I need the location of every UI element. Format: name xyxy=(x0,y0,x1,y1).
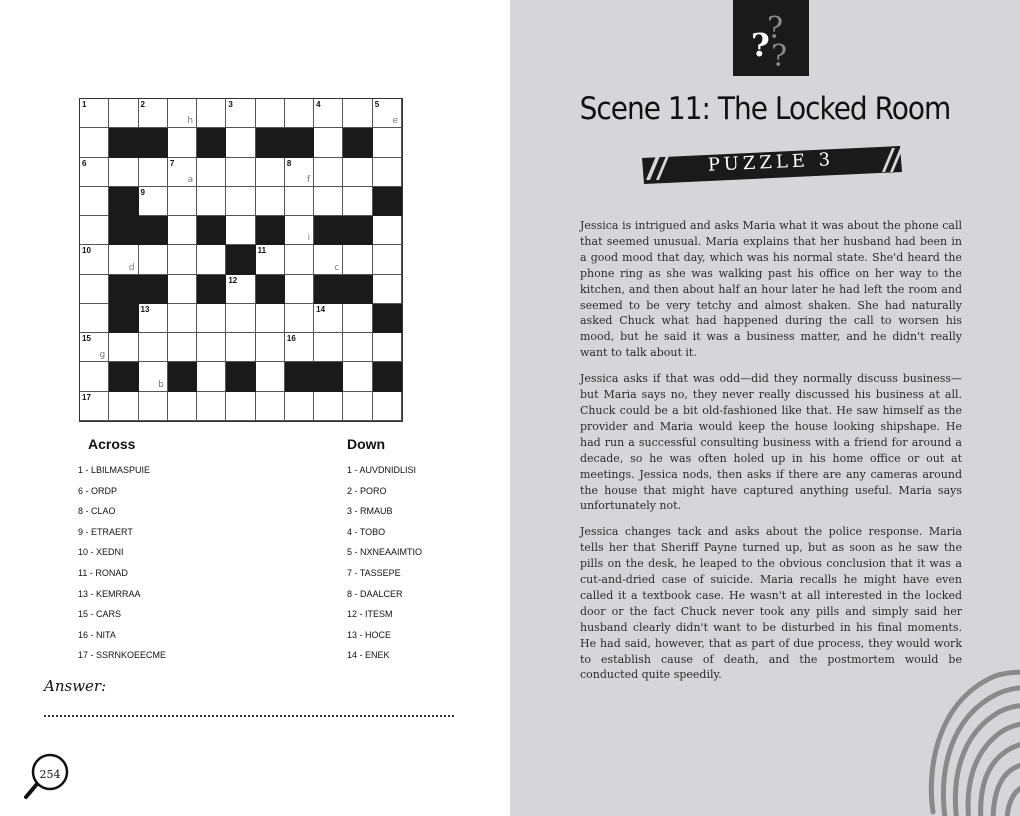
black-square xyxy=(109,275,138,304)
clue-number: 5 xyxy=(374,100,380,109)
grid-cell[interactable] xyxy=(197,99,226,128)
grid-cell[interactable] xyxy=(226,333,255,362)
question-marks-icon xyxy=(733,0,809,76)
hint-letter: g xyxy=(99,350,106,361)
grid-cell[interactable] xyxy=(285,304,314,333)
grid-cell[interactable] xyxy=(314,245,343,274)
black-square xyxy=(109,362,138,391)
grid-cell[interactable] xyxy=(285,158,314,187)
clue-number: 7 xyxy=(169,158,175,168)
grid-cell[interactable] xyxy=(80,392,109,421)
across-clue: 17 - SSRNKOEECME xyxy=(78,650,167,661)
black-square xyxy=(256,275,285,304)
hint-letter: d xyxy=(128,262,135,273)
black-square xyxy=(343,128,372,157)
grid-cell[interactable] xyxy=(314,187,343,216)
hint-letter: b xyxy=(158,379,164,390)
grid-cell[interactable] xyxy=(256,187,285,216)
paragraph: Jessica asks if that was odd—did they normally discuss business—but Maria says no, they never really discussed his business at all. Chuck could be a bit old-fashioned like that. He saw himself as the provider and Maria would keep the house looking shipshape. He had run a successful consulting business with a friend for around a decade, so he was often holed up in his home office or out at meetings. Jessica nods, then asks if there are any cameras around the house that might have captured anything useful. Maria says unfortunately not. xyxy=(580,372,962,513)
black-square xyxy=(109,128,138,157)
grid-cell[interactable] xyxy=(80,333,109,362)
grid-cell[interactable] xyxy=(109,99,138,128)
black-square xyxy=(314,275,343,304)
grid-cell[interactable] xyxy=(343,187,372,216)
black-square xyxy=(373,187,402,216)
black-square xyxy=(109,187,138,216)
crossword-grid xyxy=(79,98,403,422)
hint-letter: i xyxy=(307,233,311,244)
down-clue: 13 - HOCE xyxy=(347,629,392,640)
page-number: 254 xyxy=(39,768,61,781)
grid-cell[interactable] xyxy=(197,245,226,274)
grid-cell[interactable] xyxy=(197,187,226,216)
grid-cell[interactable] xyxy=(80,362,109,391)
svg-text:?: ? xyxy=(751,26,770,64)
grid-cell[interactable] xyxy=(80,216,109,245)
grid-cell[interactable] xyxy=(256,362,285,391)
grid-cell[interactable] xyxy=(256,158,285,187)
black-square xyxy=(343,275,372,304)
hint-letter: a xyxy=(187,174,194,185)
grid-cell[interactable] xyxy=(343,99,372,128)
grid-cell[interactable] xyxy=(256,333,285,362)
paragraph: Jessica changes tack and asks about the police response. Maria tells her that Sheriff Payne turned up, but as soon as he saw the pills on the desk, he leaped to the obvious conclusion that it was a cut-and-dried case of suicide. Maria recalls he might have even called it a textbook case. He wasn't at all interested in the locked door or the fact Chuck never took any pills and simply said her husband clearly didn't want to be disturbed in his final moments. He had said, however, that as part of due process, they would work to establish cause of death, and the postmortem would be conducted quite speedily. xyxy=(580,525,962,682)
clue-number: 2 xyxy=(140,100,145,109)
grid-cell[interactable] xyxy=(373,216,402,245)
black-square xyxy=(109,216,138,245)
answer-line[interactable] xyxy=(44,715,454,717)
grid-cell[interactable] xyxy=(109,392,138,421)
black-square xyxy=(314,362,343,391)
grid-cell[interactable] xyxy=(343,392,372,421)
grid-cell[interactable] xyxy=(168,128,197,157)
grid-cell[interactable] xyxy=(168,158,197,187)
grid-cell[interactable] xyxy=(285,392,314,421)
grid-cell[interactable] xyxy=(373,245,402,274)
across-clue: 16 - NITA xyxy=(78,629,116,640)
grid-cell[interactable] xyxy=(226,304,255,333)
grid-cell[interactable] xyxy=(109,158,138,187)
down-clue: 8 - DAALCER xyxy=(347,588,403,599)
down-clue: 14 - ENEK xyxy=(347,650,390,661)
down-clue: 4 - TOBO xyxy=(347,526,386,537)
svg-text:?: ? xyxy=(767,11,784,46)
down-heading: Down xyxy=(347,436,386,452)
answer-label: Answer: xyxy=(44,677,107,695)
grid-cell[interactable] xyxy=(197,158,226,187)
down-clue: 3 - RMAUB xyxy=(347,506,393,517)
clue-number: 11 xyxy=(257,246,267,256)
grid-cell[interactable] xyxy=(139,362,168,391)
grid-cell[interactable] xyxy=(226,158,255,187)
clue-number: 14 xyxy=(316,304,326,314)
grid-cell[interactable] xyxy=(285,99,314,128)
grid-cell[interactable] xyxy=(256,99,285,128)
grid-cell[interactable] xyxy=(168,245,197,274)
black-square xyxy=(139,216,168,245)
black-square xyxy=(373,362,402,391)
grid-cell[interactable] xyxy=(285,187,314,216)
black-square xyxy=(314,216,343,245)
black-square xyxy=(285,128,314,157)
grid-cell[interactable] xyxy=(168,275,197,304)
story-text xyxy=(580,218,962,693)
svg-text:?: ? xyxy=(771,39,788,74)
clue-number: 13 xyxy=(140,304,150,314)
black-square xyxy=(285,362,314,391)
black-square xyxy=(139,275,168,304)
grid-cell[interactable] xyxy=(197,304,226,333)
grid-cell[interactable] xyxy=(343,304,372,333)
across-clue: 11 - RONAD xyxy=(78,567,128,578)
puzzle-label: PUZZLE 3 xyxy=(707,149,835,176)
grid-cell[interactable] xyxy=(373,392,402,421)
grid-cell[interactable] xyxy=(285,245,314,274)
grid-cell[interactable] xyxy=(343,158,372,187)
black-square xyxy=(226,245,255,274)
down-clue: 12 - ITESM xyxy=(347,609,393,620)
grid-cell[interactable] xyxy=(139,245,168,274)
black-square xyxy=(343,216,372,245)
black-square xyxy=(197,216,226,245)
grid-cell[interactable] xyxy=(373,158,402,187)
clue-number: 4 xyxy=(316,100,321,109)
grid-cell[interactable] xyxy=(256,392,285,421)
down-clue: 7 - TASSEPE xyxy=(347,567,401,578)
clue-number: 1 xyxy=(82,100,87,109)
clue-number: 6 xyxy=(82,158,87,168)
grid-cell[interactable] xyxy=(168,99,197,128)
black-square xyxy=(256,216,285,245)
black-square xyxy=(197,128,226,157)
across-clue: 6 - ORDP xyxy=(78,485,118,496)
paragraph: Jessica is intrigued and asks Maria what it was about the phone call that seemed unusual. Maria explains that her husband had been in a good mood that day, which was his normal state. She'd heard the phone ring as she was walking past his office on her way to the kitchen, and then about half an hour later he had left the room and seemed to be very tetchy and almost shaken. She had naturally asked Chuck what had happened during the call to worsen his mood, but he said it was a business matter, and he didn't really want to talk about it. xyxy=(580,219,962,360)
down-clue: 1 - AUVDNIDLISI xyxy=(347,465,417,475)
grid-cell[interactable] xyxy=(80,128,109,157)
grid-cell[interactable] xyxy=(314,158,343,187)
clue-number: 8 xyxy=(286,158,292,168)
grid-cell[interactable] xyxy=(109,333,138,362)
clue-number: 3 xyxy=(228,100,233,109)
grid-cell[interactable] xyxy=(226,99,255,128)
grid-cell[interactable] xyxy=(314,333,343,362)
black-square xyxy=(139,128,168,157)
hint-letter: c xyxy=(334,262,340,273)
clue-number: 17 xyxy=(82,392,91,402)
grid-cell[interactable] xyxy=(80,187,109,216)
grid-cell[interactable] xyxy=(109,245,138,274)
grid-cell[interactable] xyxy=(285,333,314,362)
grid-cell[interactable] xyxy=(343,362,372,391)
clue-number: 9 xyxy=(140,187,145,197)
grid-cell[interactable] xyxy=(226,187,255,216)
grid-cell[interactable] xyxy=(314,128,343,157)
grid-cell[interactable] xyxy=(256,245,285,274)
black-square xyxy=(109,304,138,333)
grid-cell[interactable] xyxy=(256,304,285,333)
grid-cell[interactable] xyxy=(226,216,255,245)
right-page xyxy=(510,0,1020,816)
across-clue-list xyxy=(78,460,278,666)
grid-cell[interactable] xyxy=(168,333,197,362)
grid-cell[interactable] xyxy=(168,304,197,333)
scene-title: Scene 11: The Locked Room xyxy=(579,90,951,127)
grid-cell[interactable] xyxy=(139,392,168,421)
across-clue: 13 - KEMRRAA xyxy=(78,588,141,599)
grid-cell[interactable] xyxy=(80,304,109,333)
clue-number: 15 xyxy=(82,334,91,344)
grid-cell[interactable] xyxy=(343,245,372,274)
grid-cell[interactable] xyxy=(139,187,168,216)
grid-cell[interactable] xyxy=(314,99,343,128)
grid-cell[interactable] xyxy=(80,275,109,304)
black-square xyxy=(168,362,197,391)
black-square xyxy=(373,304,402,333)
grid-cell[interactable] xyxy=(226,128,255,157)
grid-cell[interactable] xyxy=(343,333,372,362)
grid-cell[interactable] xyxy=(226,392,255,421)
clue-number: 10 xyxy=(82,246,91,256)
grid-cell[interactable] xyxy=(168,392,197,421)
grid-cell[interactable] xyxy=(139,304,168,333)
black-square xyxy=(256,128,285,157)
black-square xyxy=(197,275,226,304)
grid-cell[interactable] xyxy=(373,333,402,362)
grid-cell[interactable] xyxy=(139,158,168,187)
grid-cell[interactable] xyxy=(197,333,226,362)
across-clues xyxy=(78,436,278,666)
grid-cell[interactable] xyxy=(373,275,402,304)
hint-letter: e xyxy=(392,116,398,127)
grid-cell[interactable] xyxy=(80,99,109,128)
clue-number: 12 xyxy=(228,275,238,285)
grid-cell[interactable] xyxy=(168,187,197,216)
grid-cell[interactable] xyxy=(226,275,255,304)
grid-cell[interactable] xyxy=(139,333,168,362)
grid-cell[interactable] xyxy=(314,304,343,333)
grid-cell[interactable] xyxy=(197,392,226,421)
grid-cell[interactable] xyxy=(314,392,343,421)
across-clue: 9 - ETRAERT xyxy=(78,526,133,537)
grid-cell[interactable] xyxy=(373,99,402,128)
clue-number: 16 xyxy=(286,334,296,344)
grid-cell[interactable] xyxy=(285,275,314,304)
fingerprint-icon xyxy=(925,662,1020,816)
across-clue: 8 - CLAO xyxy=(78,506,116,517)
down-clue: 5 - NXNEAAIMTIO xyxy=(347,547,423,558)
across-clue: 15 - CARS xyxy=(78,609,122,620)
across-clue: 1 - LBILMASPUIE xyxy=(78,465,151,475)
grid-cell[interactable] xyxy=(139,99,168,128)
grid-cell[interactable] xyxy=(197,362,226,391)
hint-letter: f xyxy=(307,174,311,185)
black-square xyxy=(226,362,255,391)
hint-letter: h xyxy=(187,116,194,127)
grid-cell[interactable] xyxy=(80,158,109,187)
grid-cell[interactable] xyxy=(373,128,402,157)
grid-cell[interactable] xyxy=(168,216,197,245)
grid-cell[interactable] xyxy=(285,216,314,245)
across-heading: Across xyxy=(88,436,136,452)
down-clue: 2 - PORO xyxy=(347,485,387,496)
across-clue: 10 - XEDNI xyxy=(78,547,124,558)
grid-cell[interactable] xyxy=(80,245,109,274)
